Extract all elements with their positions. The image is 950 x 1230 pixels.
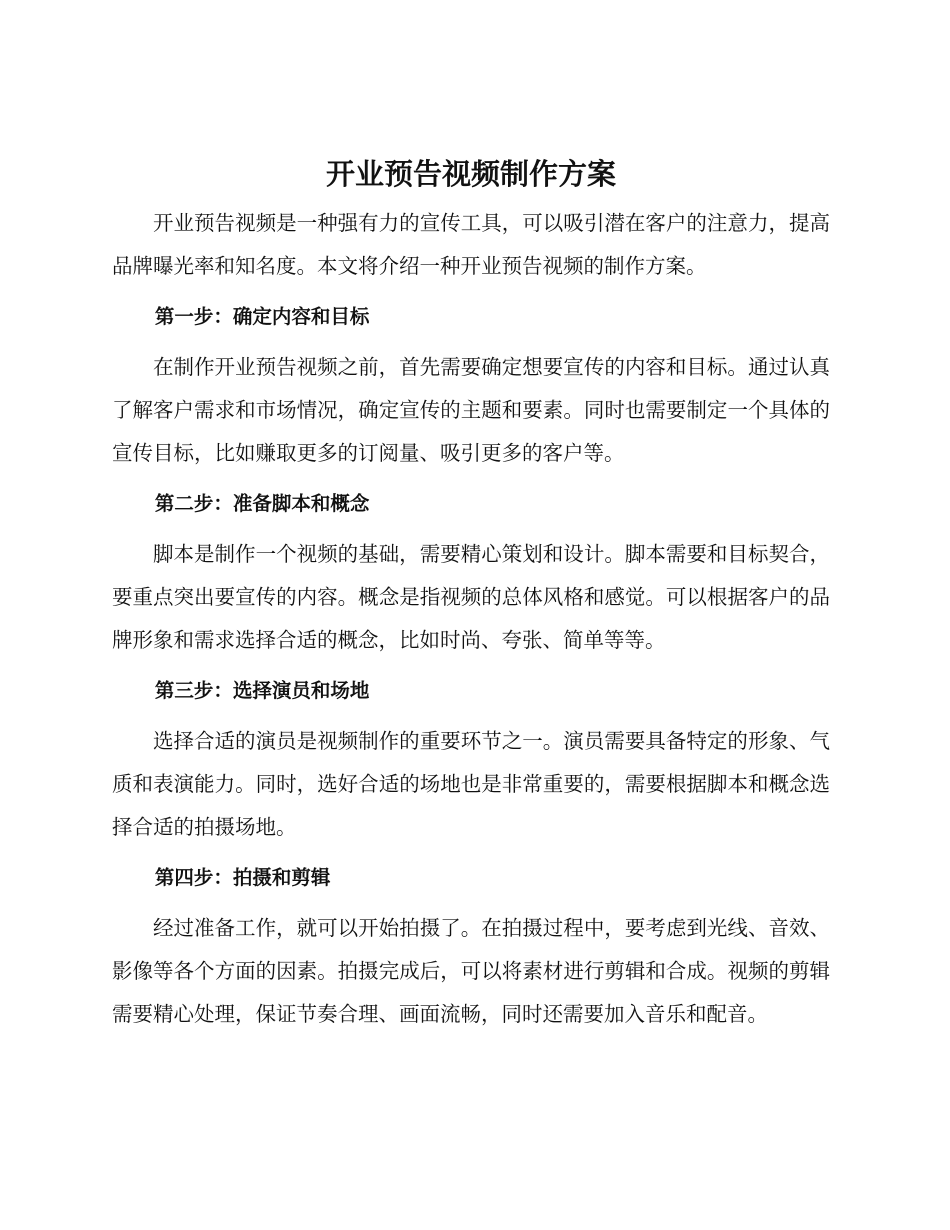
section-heading-step-3: 第三步：选择演员和场地 bbox=[154, 679, 370, 702]
section-body-step-1: 在制作开业预告视频之前，首先需要确定想要宣传的内容和目标。通过认真了解客户需求和市场情况，确定宣传的主题和要素。同时也需要制定一个具体的宣传目标，比如赚取更多的订阅量、吸引更多的客户等。 bbox=[112, 355, 830, 465]
document-title: 开业预告视频制作方案 bbox=[325, 157, 616, 191]
section-heading-step-1: 第一步：确定内容和目标 bbox=[154, 305, 370, 328]
section-body-step-2: 脚本是制作一个视频的基础，需要精心策划和设计。脚本需要和目标契合，要重点突出要宣传的内容。概念是指视频的总体风格和感觉。可以根据客户的品牌形象和需求选择合适的概念，比如时尚、夸张、简单等等。 bbox=[112, 542, 830, 652]
section-body-step-3: 选择合适的演员是视频制作的重要环节之一。演员需要具备特定的形象、气质和表演能力。同时，选好合适的场地也是非常重要的，需要根据脚本和概念选择合适的拍摄场地。 bbox=[112, 729, 830, 839]
section-body-step-4: 经过准备工作，就可以开始拍摄了。在拍摄过程中，要考虑到光线、音效、影像等各个方面的因素。拍摄完成后，可以将素材进行剪辑和合成。视频的剪辑需要精心处理，保证节奏合理、画面流畅，同时还需要加入音乐和配音。 bbox=[112, 916, 830, 1026]
section-heading-step-4: 第四步：拍摄和剪辑 bbox=[154, 866, 331, 889]
section-heading-step-2: 第二步：准备脚本和概念 bbox=[154, 492, 370, 515]
intro-paragraph: 开业预告视频是一种强有力的宣传工具，可以吸引潜在客户的注意力，提高品牌曝光率和知名度。本文将介绍一种开业预告视频的制作方案。 bbox=[112, 211, 830, 278]
document-content bbox=[112, 152, 830, 1036]
